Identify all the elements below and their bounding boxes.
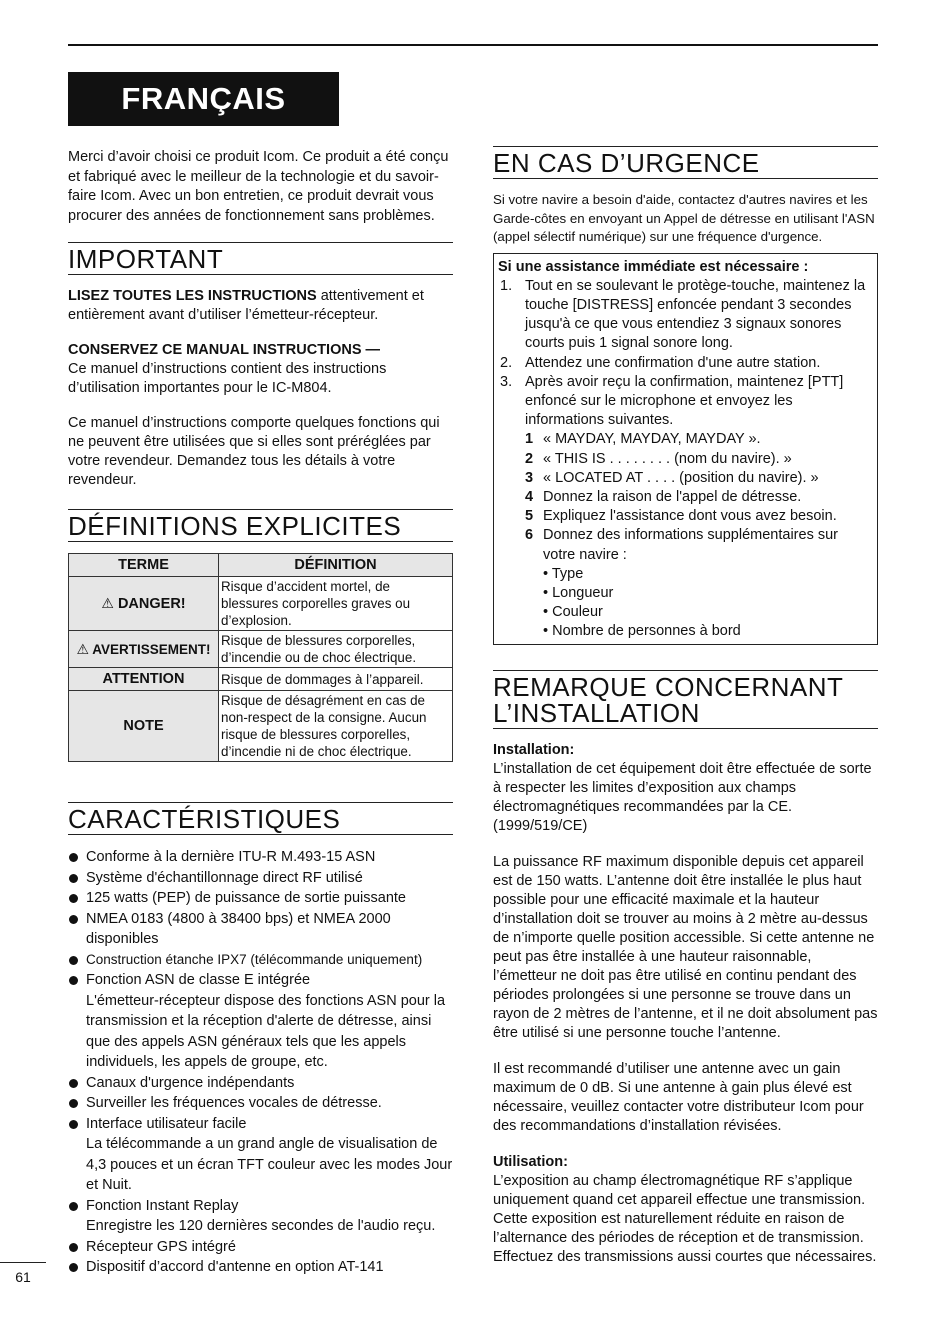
- table-row: [69, 577, 453, 631]
- installation-p2: La puissance RF maximum disponible depuis cet appareil est de 150 watts. L’antenne doit être installée le plus haut possible pour une efficacité maximale et la hauteur d’installation doit se trouver au moins à 2 mètre au-dessus de n’importe quelle position accessible. Si cette antenne ne peut pas être installée à une hauteur raisonnable, l’émetteur ne doit pas être utilisé en continu pendant des périodes prolongées si une personne se trouve dans un rayon de 2 mètres de l’antenne, et il ne doit absolument pas être utilisé si une personne touche l’antenne.: [493, 854, 878, 1041]
- definitions-table: [68, 553, 453, 762]
- list-item: [68, 888, 453, 909]
- term-text: AVERTISSEMENT!: [92, 641, 211, 657]
- step-number: 3.: [500, 373, 513, 390]
- procedure-step: [498, 354, 873, 373]
- vessel-bullet: • Longueur: [543, 584, 614, 601]
- column-header-definition: DÉFINITION: [219, 554, 453, 577]
- vessel-bullet: • Type: [543, 565, 584, 582]
- definition-cell: Risque de dommages à l’appareil.: [219, 668, 453, 691]
- info-number: 2: [525, 450, 534, 467]
- page-number: 61: [0, 1262, 46, 1285]
- list-item-text: NMEA 0183 (4800 à 38400 bps) et NMEA 2000 disponibles: [86, 910, 391, 947]
- bullet-icon: [69, 915, 78, 924]
- info-number: 5: [525, 508, 534, 525]
- list-item: [68, 1196, 453, 1237]
- list-item: [68, 1114, 453, 1196]
- list-item: [68, 847, 453, 868]
- info-item: [498, 526, 873, 564]
- step-text: Attendez une confirmation d'une autre station.: [525, 354, 821, 371]
- list-item-text: Fonction ASN de classe E intégrée: [86, 972, 311, 988]
- definitions-section: [68, 509, 453, 762]
- info-text: Expliquez l'assistance dont vous avez besoin.: [543, 508, 837, 525]
- info-text: Donnez la raison de l'appel de détresse.: [543, 488, 802, 505]
- bullet-icon: [69, 1202, 78, 1211]
- list-item: [68, 868, 453, 889]
- bullet-icon: [69, 894, 78, 903]
- step-number: 1.: [500, 277, 513, 294]
- important-section: [68, 242, 453, 490]
- procedure-step: [498, 373, 873, 431]
- installation-p1: L’installation de cet équipement doit être effectuée de sorte à respecter les limites d’exposition aux champs électromagnétiques recommandées par la CE. (1999/519/CE): [493, 761, 872, 834]
- definition-cell: Risque de blessures corporelles, d’incendie ou de choc électrique.: [219, 631, 453, 668]
- info-text: Donnez des informations supplémentaires sur votre navire :: [543, 527, 838, 563]
- info-number: 4: [525, 488, 534, 505]
- table-row: [69, 668, 453, 691]
- bullet-icon: [69, 1099, 78, 1108]
- bullet-icon: [69, 853, 78, 862]
- features-list: [68, 847, 453, 1278]
- installation-p3: Il est recommandé d’utiliser une antenne avec un gain maximum de 0 dB. Si une antenne à gain plus élevé est nécessaire, veuillez contacter votre distributeur Icom pour des recommandations d’installation révisées.: [493, 1061, 864, 1134]
- installation-section: [493, 670, 878, 1267]
- list-item: [68, 1093, 453, 1114]
- list-item-text: Récepteur GPS intégré: [86, 1238, 236, 1255]
- info-item: [498, 469, 873, 488]
- step-text: Tout en se soulevant le protège-touche, maintenez la touche [DISTRESS] enfoncée pendant 3 secondes jusqu'à ce que vous entendiez 3 signaux sonores courts puis 1 signal sonore long.: [525, 277, 866, 352]
- important-p1: [68, 287, 453, 325]
- list-item-detail: Enregistre les 120 dernières secondes de l'audio reçu.: [86, 1218, 436, 1234]
- vessel-bullet: • Nombre de personnes à bord: [543, 623, 741, 640]
- table-header-row: [69, 554, 453, 577]
- warning-icon: ⚠: [76, 640, 90, 657]
- important-p2-bold: CONSERVEZ CE MANUAL INSTRUCTIONS —: [68, 342, 381, 358]
- usage-paragraph: L’exposition au champ électromagnétique RF s’applique uniquement quand cet appareil effectue une transmission. Cette exposition est naturellement réduite en raison de l’alternance des périodes de réception et de transmission. Effectuez des transmissions aussi courtes que nécessaires.: [493, 1173, 877, 1265]
- list-item: [68, 970, 453, 1073]
- procedure-step: [498, 277, 873, 354]
- important-p2-rest: Ce manuel d’instructions contient des instructions d’utilisation importantes pour le IC-M804.: [68, 361, 387, 396]
- important-p1-rest: attentivement et entièrement avant d’utiliser l’émetteur-récepteur.: [68, 288, 424, 323]
- warning-icon: ⚠: [101, 595, 114, 611]
- bullet-icon: [69, 1263, 78, 1272]
- definition-cell: Risque de désagrément en cas de non-respect de la consigne. Aucun risque de blessures corporelles, d’incendie ni de choc électrique.: [219, 691, 453, 762]
- term-cell: NOTE: [69, 691, 219, 762]
- list-item-text: Système d'échantillonnage direct RF utilisé: [86, 869, 363, 886]
- bullet-icon: [69, 956, 78, 965]
- emergency-section: [493, 146, 878, 645]
- definitions-heading: DÉFINITIONS EXPLICITES: [68, 509, 453, 542]
- info-number: 3: [525, 469, 534, 486]
- bullet-icon: [69, 1243, 78, 1252]
- intro-paragraph: Merci d’avoir choisi ce produit Icom. Ce produit a été conçu et fabriqué avec le meilleur de la technologie et du savoir-faire Icom. Avec un bon entretien, ce produit devrait vous procurer des années de fonctionnement sans problèmes.: [68, 149, 449, 224]
- important-p1-bold: LISEZ TOUTES LES INSTRUCTIONS: [68, 288, 317, 304]
- installation-heading-line2: L’INSTALLATION: [493, 698, 700, 728]
- term-cell: [69, 631, 219, 668]
- list-item-text: Interface utilisateur facile: [86, 1115, 247, 1132]
- list-item: [68, 1257, 453, 1278]
- emergency-heading: EN CAS D’URGENCE: [493, 146, 878, 179]
- info-item: [498, 488, 873, 507]
- list-item-text: Dispositif d’accord d'antenne en option AT-141: [86, 1259, 384, 1275]
- list-item-text: Fonction Instant Replay: [86, 1197, 239, 1214]
- info-item: [498, 507, 873, 526]
- top-rule: [68, 44, 878, 46]
- installation-heading-line1: REMARQUE CONCERNANT: [493, 672, 844, 702]
- column-header-term: TERME: [69, 554, 219, 577]
- procedure-title: Si une assistance immédiate est nécessaire :: [498, 258, 809, 275]
- list-item: [68, 1237, 453, 1258]
- table-row: [69, 691, 453, 762]
- list-item-detail: L'émetteur-récepteur dispose des fonctions ASN pour la transmission et la réception d'alerte de détresse, ainsi que des appels ASN généraux tels que les appels individuels, les appels de groupe, etc.: [86, 992, 446, 1070]
- vessel-bullet: • Couleur: [543, 604, 603, 621]
- installation-heading: [493, 670, 878, 729]
- list-item-text: Construction étanche IPX7 (télécommande uniquement): [86, 951, 423, 967]
- features-section: [68, 802, 453, 1278]
- bullet-icon: [69, 1120, 78, 1129]
- list-item: [68, 950, 453, 971]
- emergency-intro: Si votre navire a besoin d'aide, contactez d'autres navires et les Garde-côtes en envoyant un Appel de détresse en utilisant l'ASN (appel sélectif numérique) sur une fréquence d'urgence.: [493, 192, 875, 244]
- usage-subheading: Utilisation:: [493, 1154, 568, 1170]
- bullet-icon: [69, 976, 78, 985]
- important-p2: [68, 341, 453, 398]
- list-item: [68, 1073, 453, 1094]
- features-heading: CARACTÉRISTIQUES: [68, 802, 453, 835]
- info-text: « MAYDAY, MAYDAY, MAYDAY ».: [543, 431, 761, 448]
- list-item-text: 125 watts (PEP) de puissance de sortie puissante: [86, 890, 406, 906]
- info-number: 6: [525, 527, 534, 544]
- info-text: « THIS IS . . . . . . . . (nom du navire). »: [543, 450, 792, 467]
- important-heading: IMPORTANT: [68, 242, 453, 275]
- language-heading: FRANÇAIS: [68, 72, 339, 126]
- list-item-text: Conforme à la dernière ITU-R M.493-15 ASN: [86, 849, 376, 865]
- info-item: [498, 450, 873, 469]
- list-item-text: Surveiller les fréquences vocales de détresse.: [86, 1095, 382, 1111]
- step-number: 2.: [500, 354, 513, 371]
- important-p3: Ce manuel d’instructions comporte quelques fonctions qui ne peuvent être utilisées que si elles sont préréglées par votre revendeur. Demandez tous les détails à votre revendeur.: [68, 415, 440, 488]
- info-item: [498, 430, 873, 449]
- term-cell: ATTENTION: [69, 668, 219, 691]
- emergency-procedure-box: [493, 253, 878, 645]
- intro-paragraph-wrap: [68, 148, 453, 226]
- term-text: DANGER!: [117, 596, 186, 612]
- installation-subheading: Installation:: [493, 742, 575, 758]
- list-item-text: Canaux d'urgence indépendants: [86, 1074, 295, 1091]
- info-number: 1: [525, 431, 534, 448]
- step-text: Après avoir reçu la confirmation, maintenez [PTT] enfoncé sur le microphone et envoyez les informations suivantes.: [525, 373, 844, 429]
- bullet-icon: [69, 874, 78, 883]
- term-cell: [69, 577, 219, 631]
- list-item-detail: La télécommande a un grand angle de visualisation de 4,3 pouces et un écran TFT couleur avec les modes Jour et Nuit.: [86, 1136, 453, 1193]
- bullet-icon: [69, 1079, 78, 1088]
- info-text: « LOCATED AT . . . . (position du navire). »: [543, 469, 819, 486]
- table-row: [69, 631, 453, 668]
- list-item: [68, 909, 453, 950]
- definition-cell: Risque d’accident mortel, de blessures corporelles graves ou d’explosion.: [219, 577, 453, 631]
